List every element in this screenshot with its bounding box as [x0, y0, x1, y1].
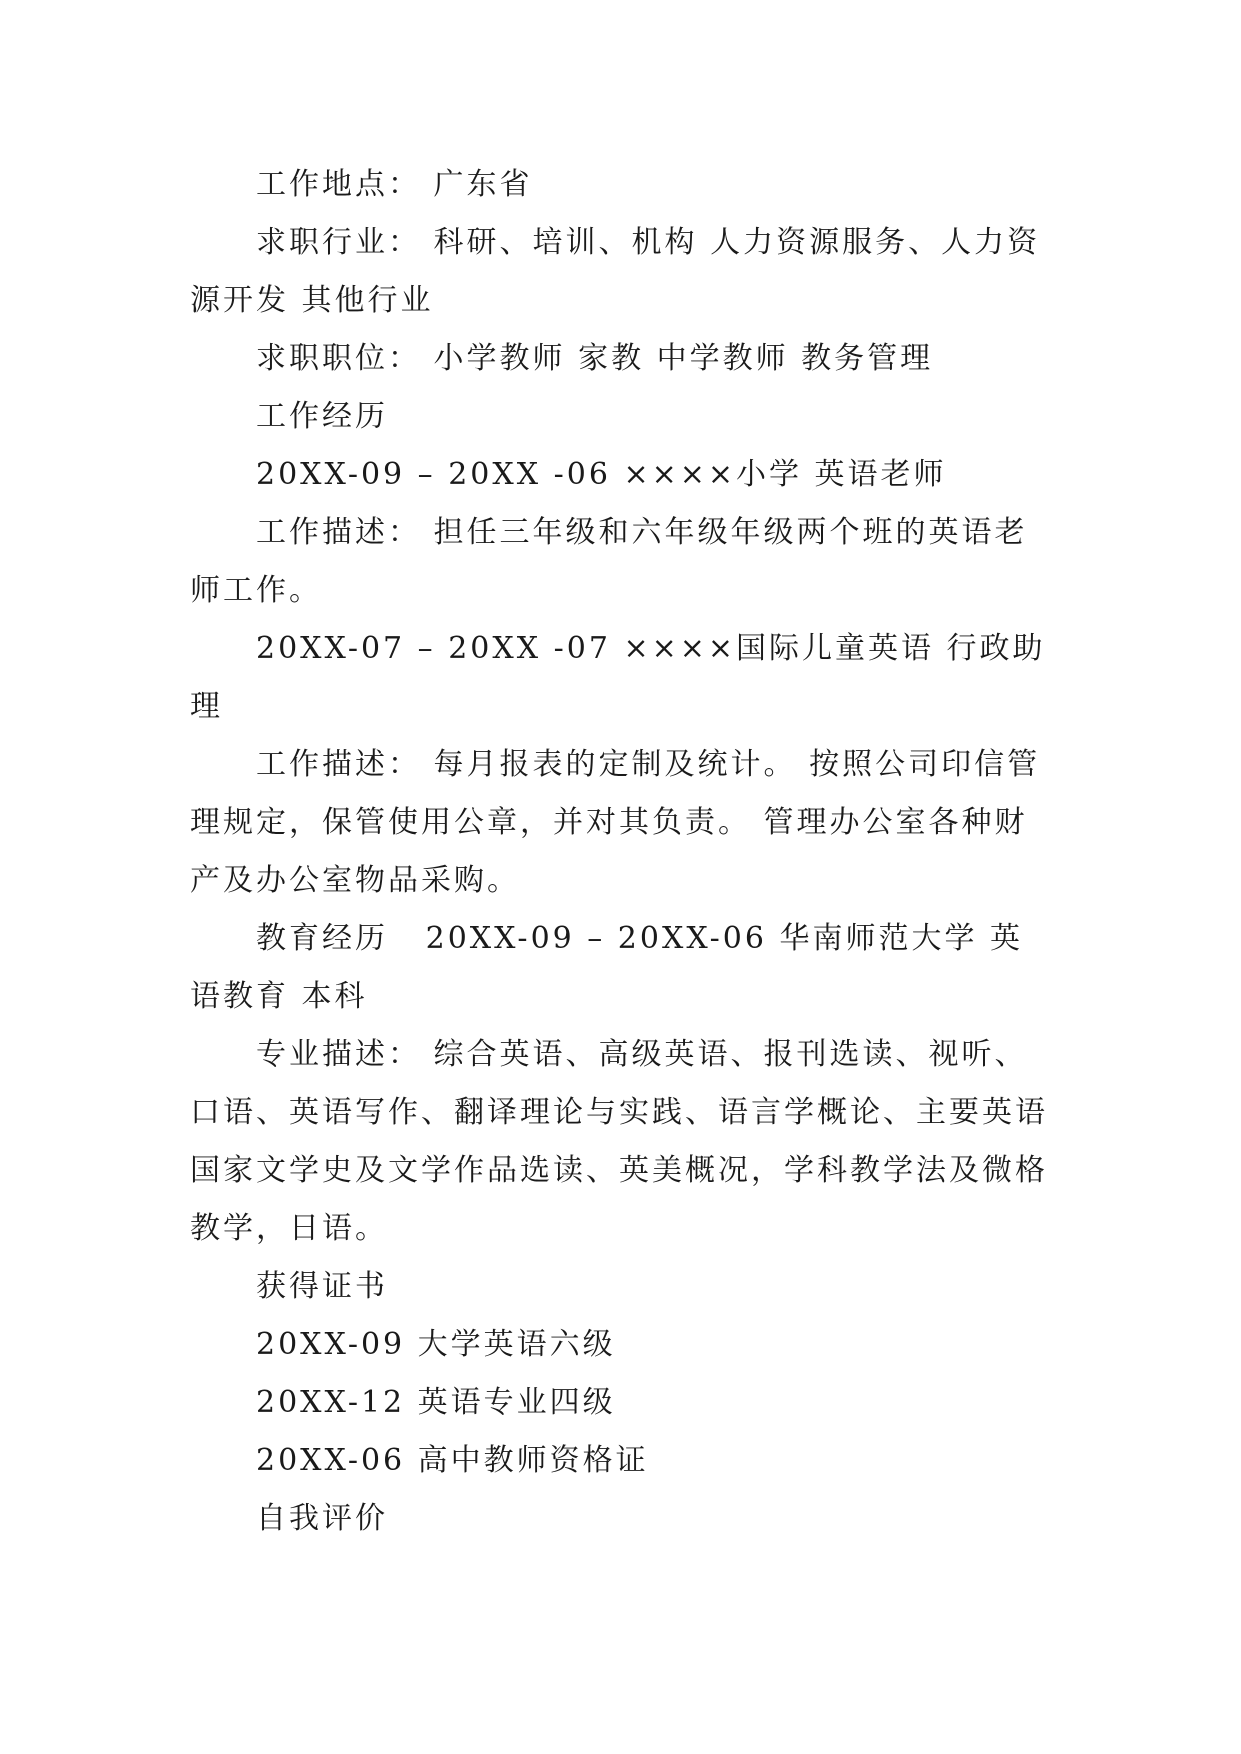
certificates-heading: 获得证书: [256, 1269, 388, 1304]
work-location-line: 工作地点： 广东省: [256, 167, 533, 202]
self-evaluation-heading: 自我评价: [256, 1501, 388, 1536]
certificate-item: 20XX-09 大学英语六级: [256, 1327, 616, 1362]
resume-page: [190, 156, 1052, 1548]
education-line: 教育经历 20XX-09 – 20XX-06 华南师范大学 英语教育 本科: [190, 921, 1024, 1014]
major-description: 专业描述： 综合英语、高级英语、报刊选读、视听、口语、英语写作、翻译理论与实践、语言学概论、主要英语国家文学史及文学作品选读、英美概况，学科教学法及微格教学，日语。: [190, 1037, 1048, 1246]
target-industry-line: 求职行业： 科研、培训、机构 人力资源服务、人力资源开发 其他行业: [190, 225, 1041, 318]
certificate-item: 20XX-06 高中教师资格证: [256, 1443, 649, 1478]
target-position-line: 求职职位： 小学教师 家教 中学教师 教务管理: [256, 341, 934, 376]
job-1-description: 工作描述： 担任三年级和六年级年级两个班的英语老师工作。: [190, 515, 1028, 608]
work-experience-heading: 工作经历: [256, 399, 388, 434]
job-1-title-line: 20XX-09 – 20XX -06 ××××小学 英语老师: [256, 457, 947, 492]
job-2-description: 工作描述： 每月报表的定制及统计。 按照公司印信管理规定，保管使用公章，并对其负责。 管理办公室各种财产及办公室物品采购。: [190, 747, 1041, 898]
job-2-title-line: 20XX-07 – 20XX -07 ××××国际儿童英语 行政助理: [190, 631, 1046, 724]
certificate-item: 20XX-12 英语专业四级: [256, 1385, 616, 1420]
